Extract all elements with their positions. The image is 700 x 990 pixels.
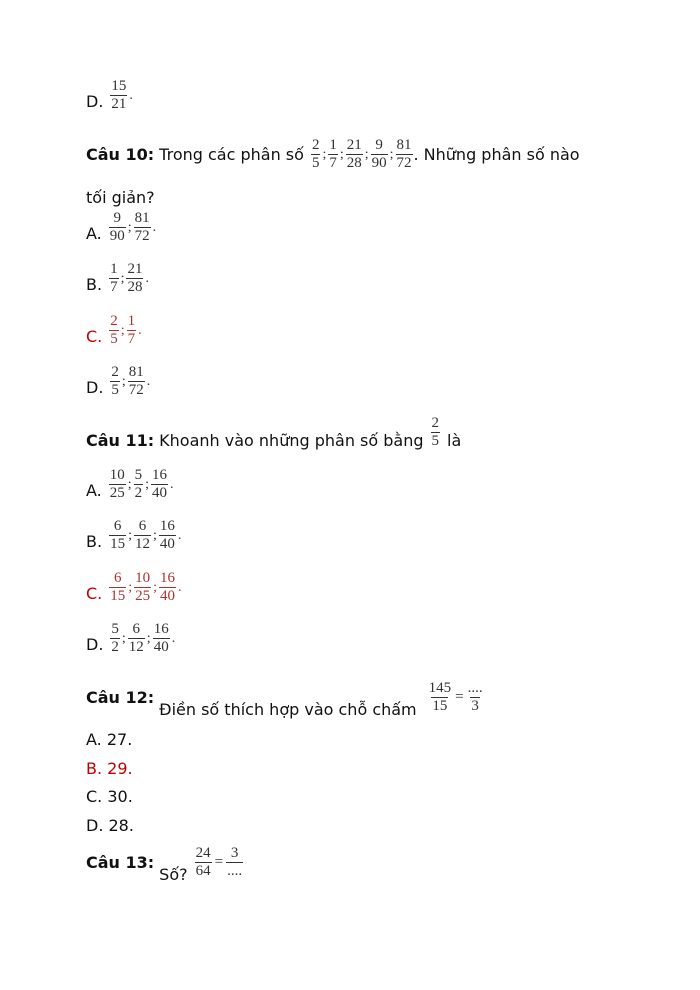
option-fractions	[109, 622, 176, 655]
fraction-separator: ;	[120, 322, 125, 338]
q11-option-d	[86, 621, 176, 661]
fraction-denominator: 72	[128, 382, 144, 398]
fraction	[128, 365, 145, 398]
fraction-numerator: 9	[113, 210, 121, 226]
fraction	[126, 262, 143, 295]
fraction	[134, 571, 151, 604]
fraction-numerator: 21	[346, 137, 362, 153]
fraction-separator: ;	[364, 146, 369, 162]
option-label: D.	[86, 635, 104, 654]
fraction-denominator: 5	[110, 331, 118, 347]
option-fractions	[109, 79, 134, 112]
fraction-numerator: 145	[428, 680, 452, 696]
fraction-numerator: 16	[159, 518, 175, 534]
fraction-denominator: 2	[134, 485, 143, 501]
fraction-denominator: 28	[127, 279, 143, 295]
option-label: C.	[86, 584, 103, 603]
fraction-denominator: 12	[128, 639, 144, 655]
fraction	[127, 314, 137, 347]
q10-option-a	[86, 210, 157, 250]
fraction	[109, 571, 126, 604]
fraction-separator: ;	[127, 219, 132, 235]
fraction-end-mark: .	[178, 579, 182, 595]
fraction-end-mark: .	[129, 87, 133, 103]
q11-option-a	[86, 467, 175, 507]
fraction	[109, 519, 126, 552]
fraction-numerator: 16	[152, 467, 168, 483]
fraction-denominator: 40	[160, 588, 176, 604]
fraction-numerator: ....	[467, 680, 483, 696]
fraction-numerator: 3	[230, 845, 239, 861]
q10-text-after: . Những phân số nào	[413, 145, 580, 164]
q12-text: Điền số thích hợp vào chỗ chấm	[159, 700, 417, 719]
q11-target-fraction	[430, 416, 442, 449]
fraction-numerator: 1	[329, 137, 337, 153]
fraction-numerator: 81	[128, 364, 144, 380]
q13-question	[86, 845, 244, 884]
fraction-numerator: 24	[195, 845, 211, 861]
fraction	[109, 262, 119, 295]
option-fractions	[108, 519, 182, 552]
fraction-numerator: 16	[160, 570, 176, 586]
q11-text-after: là	[447, 431, 462, 450]
fraction	[134, 519, 151, 552]
fraction-denominator: 7	[329, 155, 337, 171]
q12-option-d: D. 28.	[86, 816, 134, 835]
fraction-numerator: 6	[132, 621, 141, 637]
option-fractions	[108, 262, 150, 295]
fraction-separator: ;	[128, 579, 133, 595]
q13-text: Số?	[159, 865, 188, 884]
fraction-denominator: 25	[135, 588, 151, 604]
fraction-separator: ;	[120, 270, 125, 286]
equals-sign: =	[214, 854, 224, 870]
fraction-numerator: 2	[110, 313, 118, 329]
fraction	[128, 622, 145, 655]
fraction-numerator: 16	[153, 621, 169, 637]
q12-label: Câu 12:	[86, 688, 155, 707]
fraction	[153, 622, 170, 655]
fraction-denominator: 25	[109, 485, 125, 501]
rhs-fraction	[467, 681, 484, 714]
fraction-separator: ;	[152, 527, 157, 543]
fraction-denominator: 40	[152, 485, 168, 501]
fraction-denominator: 15	[432, 698, 448, 714]
option-fractions	[108, 571, 182, 604]
fraction-end-mark: .	[152, 219, 157, 235]
fraction	[109, 314, 119, 347]
fraction	[396, 138, 413, 171]
fraction-denominator: 90	[109, 228, 125, 244]
q13-equation	[194, 846, 244, 879]
q13-label: Câu 13:	[86, 853, 155, 872]
option-label: D.	[86, 378, 104, 397]
option-label: A.	[86, 224, 102, 243]
fraction-numerator: 5	[111, 621, 119, 637]
fraction-denominator: 72	[134, 228, 150, 244]
fraction-numerator: 1	[110, 261, 118, 277]
rhs-fraction	[226, 846, 243, 879]
fraction	[371, 138, 388, 171]
fraction-numerator: 10	[135, 570, 151, 586]
fraction	[109, 468, 126, 501]
q12-question	[86, 680, 485, 719]
fraction	[159, 519, 176, 552]
target-fraction	[431, 416, 441, 449]
fraction-separator: ;	[127, 476, 132, 492]
fraction-separator: ;	[121, 373, 126, 389]
q12-option-b: B. 29.	[86, 759, 133, 778]
fraction-denominator: 5	[111, 382, 119, 398]
fraction-end-mark: .	[170, 476, 174, 492]
fraction-denominator: 90	[371, 155, 387, 171]
fraction	[134, 211, 151, 244]
fraction-numerator: 2	[431, 415, 440, 431]
fraction-separator: ;	[121, 630, 126, 646]
fraction	[311, 138, 321, 171]
fraction-numerator: 10	[109, 467, 125, 483]
fraction-denominator: 40	[153, 639, 169, 655]
q11-label: Câu 11:	[86, 431, 155, 450]
fraction-separator: ;	[146, 630, 151, 646]
q12-equation	[427, 681, 485, 714]
fraction-denominator: 2	[111, 639, 119, 655]
option-label: D.	[86, 92, 104, 111]
q10-option-d	[86, 364, 151, 404]
fraction-denominator: 64	[195, 863, 211, 879]
option-label: A.	[86, 481, 102, 500]
fraction-separator: ;	[145, 476, 150, 492]
fraction-separator: ;	[153, 579, 158, 595]
q10-fraction-list	[310, 138, 414, 171]
q10-question-line2	[86, 188, 155, 207]
fraction	[159, 571, 176, 604]
fraction-separator: ;	[389, 146, 394, 162]
lhs-fraction	[428, 681, 453, 714]
fraction-numerator: 15	[111, 78, 127, 94]
fraction-numerator: 2	[111, 364, 119, 380]
fraction-numerator: 81	[396, 137, 412, 153]
fraction-denominator: 15	[110, 588, 126, 604]
fraction	[346, 138, 363, 171]
q11-option-b	[86, 518, 182, 558]
q12-option-a: A. 27.	[86, 730, 133, 749]
fraction-end-mark: .	[146, 373, 151, 389]
fraction-separator: ;	[339, 146, 344, 162]
q9-option-d	[86, 78, 134, 118]
fraction-separator: ;	[322, 146, 327, 162]
q10-text-before: Trong các phân số	[159, 145, 304, 164]
option-label: B.	[86, 532, 103, 551]
fraction-numerator: 6	[114, 570, 122, 586]
fraction-numerator: 9	[375, 137, 383, 153]
fraction-end-mark: .	[138, 322, 142, 338]
fraction-denominator: 3	[471, 698, 479, 714]
q10-text-line2: tối giản?	[86, 188, 155, 207]
lhs-fraction	[195, 846, 212, 879]
option-fractions	[108, 211, 157, 244]
fraction-numerator: 5	[134, 467, 143, 483]
fraction-denominator: 7	[127, 331, 136, 347]
option-fractions	[108, 314, 142, 347]
fraction-end-mark: .	[177, 527, 182, 543]
fraction	[110, 79, 127, 112]
fraction-denominator: 72	[396, 155, 412, 171]
equals-sign: =	[455, 689, 464, 705]
fraction-denominator: 28	[346, 155, 362, 171]
fraction-numerator: 81	[134, 210, 150, 226]
q11-question	[86, 415, 462, 457]
fraction-denominator: 21	[111, 96, 127, 112]
option-fractions	[109, 365, 151, 398]
fraction	[151, 468, 168, 501]
fraction-end-mark: .	[145, 270, 149, 286]
fraction-denominator: 12	[134, 536, 150, 552]
fraction-end-mark: .	[171, 630, 176, 646]
option-label: C.	[86, 327, 103, 346]
fraction	[134, 468, 144, 501]
fraction-numerator: 21	[127, 261, 143, 277]
option-fractions	[108, 468, 175, 501]
q10-option-c	[86, 313, 143, 353]
option-label: B.	[86, 275, 103, 294]
fraction-numerator: 1	[127, 313, 136, 329]
fraction-denominator: 5	[431, 433, 440, 449]
q11-text-before: Khoanh vào những phân số bằng	[159, 431, 424, 450]
fraction-denominator: ....	[227, 863, 243, 879]
q11-option-c	[86, 570, 183, 610]
q12-option-c: C. 30.	[86, 787, 133, 806]
fraction-numerator: 6	[113, 518, 122, 534]
fraction-numerator: 2	[311, 137, 320, 153]
fraction-denominator: 15	[110, 536, 126, 552]
fraction-denominator: 5	[311, 155, 320, 171]
fraction	[109, 211, 126, 244]
fraction-numerator: 6	[138, 518, 147, 534]
fraction-separator: ;	[128, 527, 132, 543]
q10-option-b	[86, 261, 150, 301]
fraction-denominator: 7	[110, 279, 118, 295]
fraction-denominator: 40	[159, 536, 175, 552]
fraction	[110, 622, 120, 655]
fraction	[110, 365, 120, 398]
q10-label: Câu 10:	[86, 145, 155, 164]
q10-question	[86, 138, 580, 171]
fraction	[328, 138, 338, 171]
